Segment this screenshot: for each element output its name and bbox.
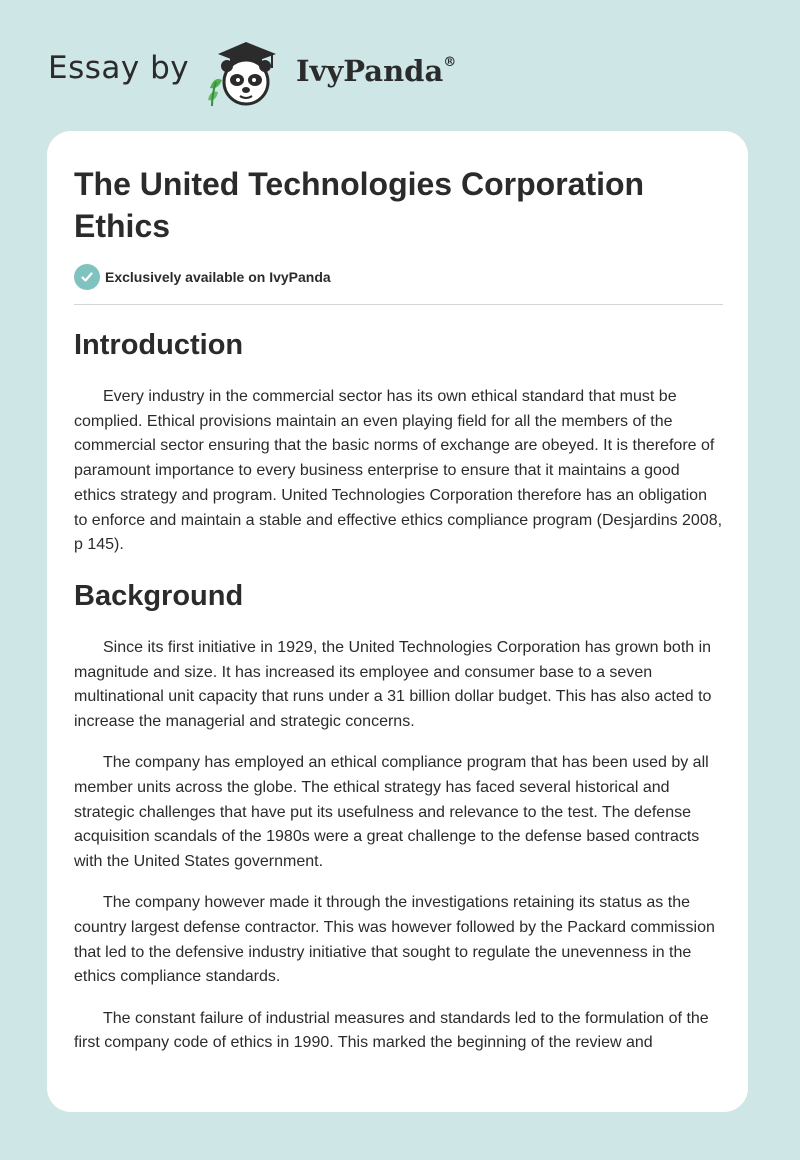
badge-label: Exclusively available on IvyPanda [105,269,331,285]
essay-card [47,131,748,1112]
paragraph: Since its first initiative in 1929, the United Technologies Corporation has grown both in magnitude and size. It has increased its employee and consumer base to a seven multinational unit capacity that runs under a 31 billion dollar budget. This has also acted to increase the managerial and strategic concerns. [74,638,712,731]
essay-title: The United Technologies Corporation Ethics [74,166,645,244]
paragraph: The constant failure of industrial measures and standards led to the formulation of the first company code of ethics in 1990. This marked the beginning of the review and [74,1009,709,1052]
ivypanda-logo-icon[interactable] [200,36,290,108]
paragraph: The company has employed an ethical compliance program that has been used by all member units across the globe. The ethical strategy has faced several historical and strategic challenges that have put its usefulness and relevance to the test. The defense acquisition scandals of the 1980s were a great challenge to the defense based contracts with the United States government. [74,754,709,871]
divider [74,304,723,305]
site-header [48,36,548,116]
essay-by-label: Essay by [48,50,190,86]
registered-mark: ® [443,55,457,71]
section-heading-background: Background [74,579,244,612]
paragraph: Every industry in the commercial sector has its own ethical standard that must be complied. Ethical provisions maintain an even playing field for all the members of the commercial sector ensuring that the basic norms of exchange are obeyed. It is therefore of paramount importance to every business enterprise to ensure that it maintains a good ethics strategy and program. United Technologies Corporation therefore has an obligation to enforce and maintain a stable and effective ethics compliance program (Desjardins 2008, p 145). [74,388,723,554]
brand-name[interactable]: IvyPanda® [296,54,457,88]
essay-content [74,163,724,1056]
paragraph: The company however made it through the investigations retaining its status as the country largest defense contractor. This was however followed by the Packard commission that led to the defensive industry initiative that sought to regulate the unevenness in the ethics compliance standards. [74,894,715,986]
exclusive-badge [74,263,724,291]
section-heading-introduction: Introduction [74,329,244,361]
checkmark-icon [74,264,100,290]
